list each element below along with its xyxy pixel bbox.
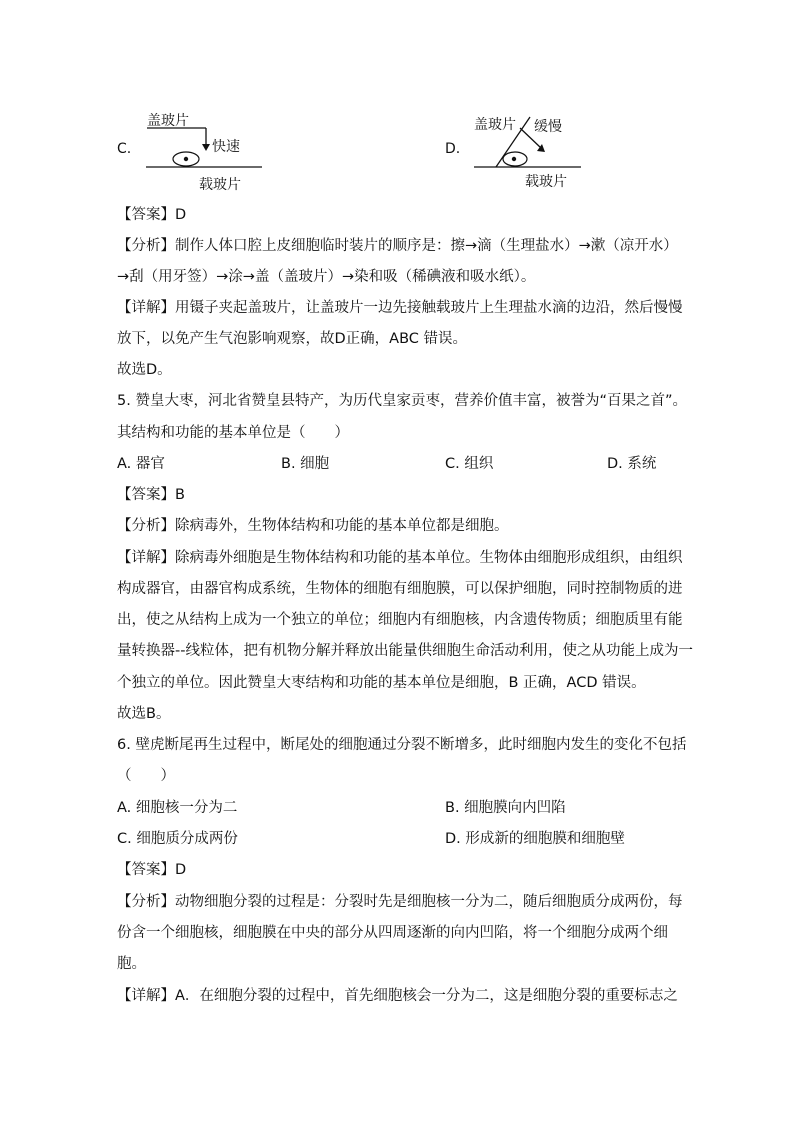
- q4-analysis-line-2: →刮（用牙签）→涂→盖（盖玻片）→染和吸（稀碘液和吸水纸）。: [117, 269, 536, 285]
- q6-analysis-line-3: 胞。: [117, 956, 146, 972]
- q4-answer: 【答案】D: [117, 207, 187, 223]
- q5-detail-line-3: 出，使之从结构上成为一个独立的单位；细胞内有细胞核，内含遗传物质；细胞质里有能: [117, 612, 683, 628]
- cover-slip-label: 盖玻片: [474, 117, 516, 133]
- q6-answer: 【答案】D: [117, 862, 187, 878]
- cell-nucleus-icon: [512, 157, 516, 161]
- q5-answer: 【答案】B: [117, 487, 185, 503]
- q6-option-c: C. 细胞质分成两份: [117, 831, 238, 847]
- q4-detail-line-2: 放下，以免产生气泡影响观察，故D正确，ABC 错误。: [117, 331, 468, 347]
- q5-detail-line-4: 量转换器--线粒体，把有机物分解并释放出能量供细胞生命活动利用，使之从功能上成为一: [117, 643, 693, 659]
- cover-slip-label: 盖玻片: [147, 113, 189, 129]
- q5-detail-line-1: 【详解】除病毒外细胞是生物体结构和功能的基本单位。生物体由细胞形成组织，由组织: [117, 550, 683, 566]
- speed-label: 缓慢: [534, 119, 562, 135]
- q5-option-d: D. 系统: [607, 456, 657, 472]
- q6-analysis-line-1: 【分析】动物细胞分裂的过程是：分裂时先是细胞核一分为二，随后细胞质分成两份，每: [117, 894, 683, 910]
- q6-option-d: D. 形成新的细胞膜和细胞壁: [445, 831, 625, 847]
- q6-stem-line-1: 6. 壁虎断尾再生过程中，断尾处的细胞通过分裂不断增多，此时细胞内发生的变化不包括: [117, 737, 687, 753]
- q5-detail-line-5: 个独立的单位。因此赞皇大枣结构和功能的基本单位是细胞，B 正确，ACD 错误。: [117, 675, 646, 691]
- q5-stem-line-2: 其结构和功能的基本单位是（ ）: [117, 425, 349, 441]
- q6-analysis-line-2: 份含一个细胞核，细胞膜在中央的部分从四周逐渐的向内凹陷，将一个细胞分成两个细: [117, 925, 668, 941]
- q5-conclusion: 故选B。: [117, 706, 171, 722]
- arrow-shaft: [520, 128, 541, 148]
- slide-label: 载玻片: [525, 174, 567, 190]
- q4-conclusion: 故选D。: [117, 362, 172, 378]
- q5-option-b: B. 细胞: [281, 456, 330, 472]
- q4-detail-line-1: 【详解】用镊子夹起盖玻片，让盖玻片一边先接触载玻片上生理盐水滴的边沿，然后慢慢: [117, 300, 683, 316]
- q6-detail-line-1: 【详解】A．在细胞分裂的过程中，首先细胞核会一分为二，这是细胞分裂的重要标志之: [117, 988, 678, 1004]
- q6-option-a: A. 细胞核一分为二: [117, 800, 238, 816]
- q4-analysis-line-1: 【分析】制作人体口腔上皮细胞临时装片的顺序是：擦→滴（生理盐水）→漱（凉开水）: [117, 238, 678, 254]
- q6-stem-line-2: （ ）: [117, 768, 175, 784]
- q5-stem-line-1: 5. 赞皇大枣，河北省赞皇县特产，为历代皇家贡枣，营养价值丰富，被誉为“百果之首”。: [117, 393, 687, 409]
- q5-detail-line-2: 构成器官，由器官构成系统，生物体的细胞有细胞膜，可以保护细胞，同时控制物质的进: [117, 581, 683, 597]
- option-letter-c: C.: [117, 141, 132, 157]
- speed-label: 快速: [212, 139, 240, 155]
- q6-option-b: B. 细胞膜向内凹陷: [445, 800, 566, 816]
- q5-option-a: A. 器官: [117, 456, 165, 472]
- q5-analysis: 【分析】除病毒外，生物体结构和功能的基本单位都是细胞。: [117, 518, 509, 534]
- option-letter-d: D.: [445, 141, 461, 157]
- diagram-d-drawing: [0, 0, 794, 200]
- slide-label: 载玻片: [199, 177, 241, 193]
- q5-option-c: C. 组织: [445, 456, 494, 472]
